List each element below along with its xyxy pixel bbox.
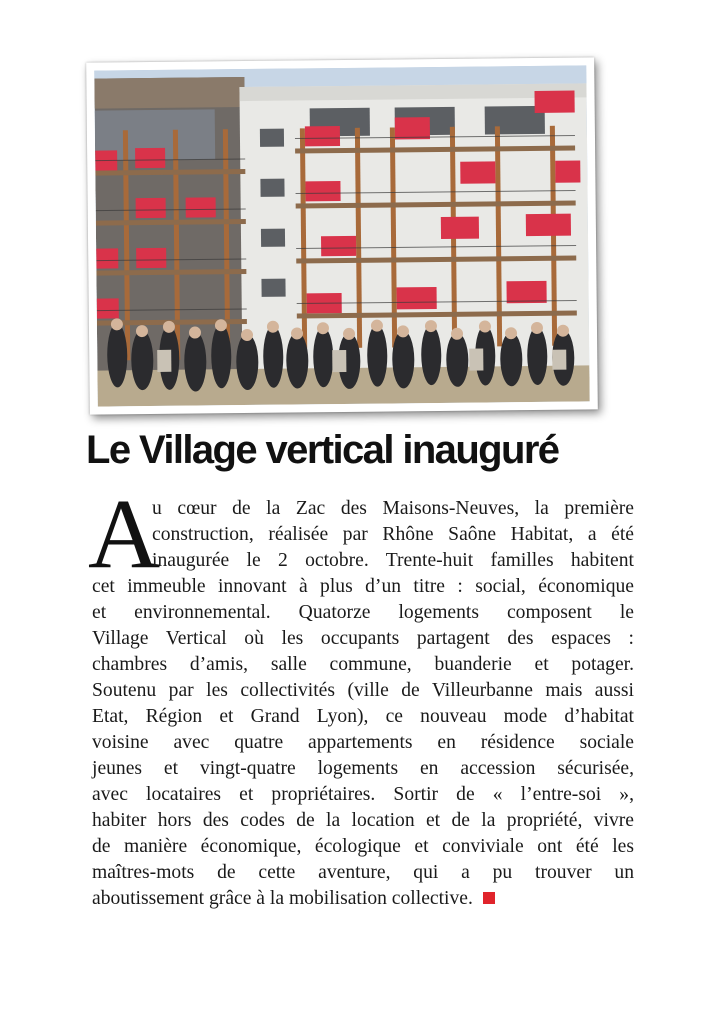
body-line: Soutenu par les collectivités (ville de Villeurbanne mais aussi <box>92 680 634 701</box>
body-line: Village Vertical où les occupants partagent des espaces : <box>92 628 634 649</box>
article-headline: Le Village vertical inauguré <box>86 428 559 472</box>
body-line-last-text: aboutissement grâce à la mobilisation collective. <box>92 888 473 909</box>
building-photo <box>94 65 589 406</box>
body-line: habiter hors des codes de la location et de la propriété, vivre <box>92 810 634 831</box>
body-line: chambres d’amis, salle commune, buanderie et potager. <box>92 654 634 675</box>
drop-cap: A <box>88 478 161 589</box>
body-line: et environnemental. Quatorze logements composent le <box>92 602 634 623</box>
body-line-last <box>92 886 634 912</box>
body-line: avec locataires et propriétaires. Sortir de « l’entre-soi », <box>92 784 634 805</box>
body-line: cet immeuble innovant à plus d’un titre : social, économique <box>92 576 634 597</box>
body-line: construction, réalisée par Rhône Saône Habitat, a été <box>152 524 634 545</box>
body-line: maîtres-mots de cette aventure, qui a pu trouver un <box>92 862 634 883</box>
building-illustration <box>94 65 589 406</box>
end-of-article-mark <box>483 892 495 904</box>
body-line: de manière économique, écologique et conviviale ont été les <box>92 836 634 857</box>
article-photo-frame <box>86 57 598 414</box>
body-line: inaugurée le 2 octobre. Trente-huit familles habitent <box>152 550 634 571</box>
body-line: voisine avec quatre appartements en résidence sociale <box>92 732 634 753</box>
body-line: Etat, Région et Grand Lyon), ce nouveau mode d’habitat <box>92 706 634 727</box>
body-line: u cœur de la Zac des Maisons-Neuves, la première <box>152 498 634 519</box>
body-line: jeunes et vingt-quatre logements en accession sécurisée, <box>92 758 634 779</box>
